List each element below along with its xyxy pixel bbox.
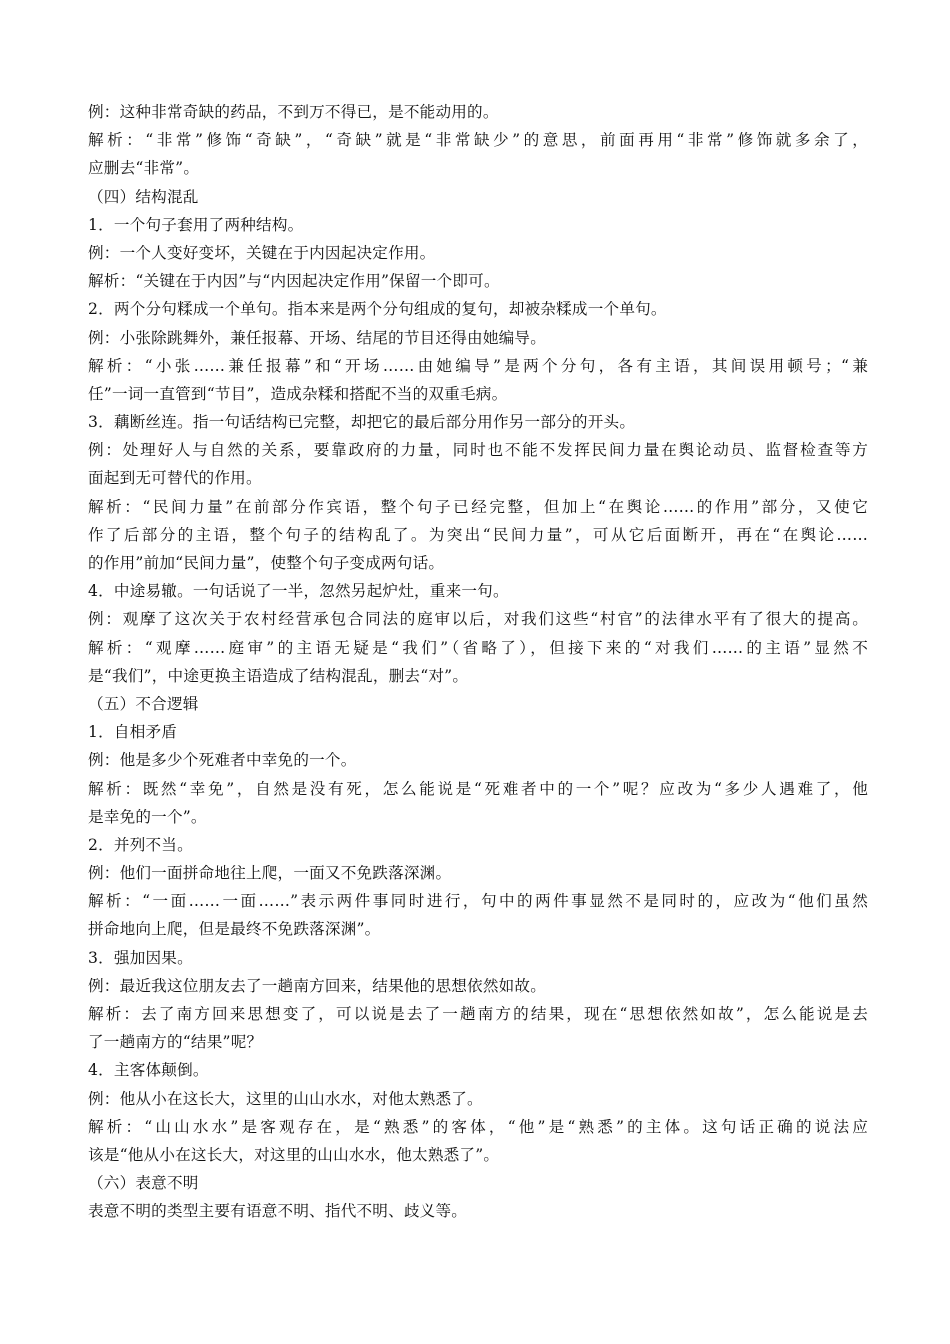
text-line: 例：他们一面拼命地往上爬，一面又不免跌落深渊。	[88, 864, 452, 883]
text-line: 任”一词一直管到“节目”，造成杂糅和搭配不当的双重毛病。	[88, 384, 508, 403]
text-line: 了一趟南方的“结果”呢？	[88, 1033, 263, 1052]
text-line: 解析：“民间力量”在前部分作宾语，整个句子已经完整，但加上“在舆论……的作用”部分，又使它	[88, 497, 868, 516]
text-line: 例：小张除跳舞外，兼任报幕、开场、结尾的节目还得由她编导。	[88, 328, 547, 347]
text-line: 2．两个分句糅成一个单句。指本来是两个分句组成的复句，却被杂糅成一个单句。	[88, 300, 667, 319]
text-line: 该是“他从小在这长大，对这里的山山水水，他太熟悉了”。	[88, 1145, 500, 1164]
text-line: 例：他是多少个死难者中幸免的一个。	[88, 751, 357, 770]
text-line: 作了后部分的主语，整个句子的结构乱了。为突出“民间力量”，可从它后面断开，再在“在舆论……	[88, 525, 868, 544]
text-line: 3．藕断丝连。指一句话结构已完整，却把它的最后部分用作另一部分的开头。	[88, 413, 636, 432]
text-line: 解析：“非常”修饰“奇缺”，“奇缺”就是“非常缺少”的意思，前面再用“非常”修饰就多余了，	[88, 131, 868, 150]
text-line: 解析：“一面……一面……”表示两件事同时进行，句中的两件事显然不是同时的，应改为“他们虽然	[88, 892, 868, 911]
text-line: 例：观摩了这次关于农村经营承包合同法的庭审以后，对我们这些“村官”的法律水平有了很大的提高。	[88, 610, 868, 629]
text-line: 的作用”前加“民间力量”，使整个句子变成两句话。	[88, 554, 445, 572]
text-line: 1．自相矛盾	[88, 723, 178, 742]
text-line: 例：他从小在这长大，这里的山山水水，对他太熟悉了。	[88, 1089, 483, 1108]
text-line: 解析：“观摩……庭审”的主语无疑是“我们”（省略了），但接下来的“对我们……的主语”显然不	[88, 638, 868, 657]
text-line: 4．中途易辙。一句话说了一半，忽然另起炉灶，重来一句。	[88, 582, 509, 601]
text-line: 解析：“小张……兼任报幕”和“开场……由她编导”是两个分句，各有主语，其间误用顿号；“兼	[88, 356, 868, 375]
text-line: 解析：去了南方回来思想变了，可以说是去了一趟南方的结果，现在“思想依然如故”，怎么能说是去	[88, 1005, 868, 1023]
text-line: 解析：“山山水水”是客观存在，是“熟悉”的客体，“他”是“熟悉”的主体。这句话正确的说法应	[88, 1117, 868, 1136]
text-line: 面起到无可替代的作用。	[88, 469, 262, 488]
text-line: 解析：“关键在于内因”与“内因起决定作用”保留一个即可。	[88, 272, 500, 291]
text-line: 例：最近我这位朋友去了一趟南方回来，结果他的思想依然如故。	[88, 976, 547, 995]
text-line: 应删去“非常”。	[88, 159, 200, 178]
text-line: 解析：既然“幸免”，自然是没有死，怎么能说是“死难者中的一个”呢？应改为“多少人遇难了，他	[88, 779, 868, 798]
text-line: 4．主客体颠倒。	[88, 1061, 209, 1080]
text-line: 1．一个句子套用了两种结构。	[88, 215, 304, 234]
text-line: （四）结构混乱	[88, 187, 199, 206]
text-line: 2．并列不当。	[88, 835, 193, 854]
text-line: 是幸免的一个”。	[88, 807, 207, 826]
document-page	[88, 98, 868, 1226]
text-line: 例：这种非常奇缺的药品，不到万不得已，是不能动用的。	[88, 103, 499, 121]
text-line: 是“我们”，中途更换主语造成了结构混乱，删去“对”。	[88, 666, 469, 685]
text-line: （六）表意不明	[88, 1174, 199, 1193]
text-line: 例：一个人变好变坏，关键在于内因起决定作用。	[88, 243, 436, 262]
text-line: 表意不明的类型主要有语意不明、指代不明、歧义等。	[88, 1202, 468, 1221]
text-line: （五）不合逻辑	[88, 694, 199, 713]
text-line: 拼命地向上爬，但是最终不免跌落深渊”。	[88, 920, 381, 939]
text-line: 3．强加因果。	[88, 948, 193, 967]
text-line: 例：处理好人与自然的关系，要靠政府的力量，同时也不能不发挥民间力量在舆论动员、监督检查等方	[88, 441, 868, 460]
